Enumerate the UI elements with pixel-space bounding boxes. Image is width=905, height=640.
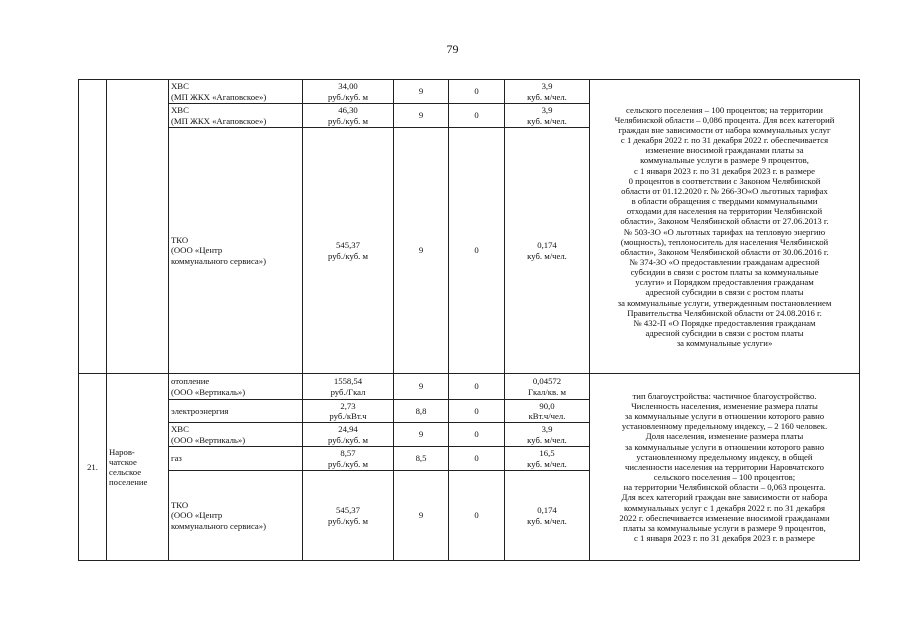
note-cell: тип благоустройства: частичное благоустройство. Численность населения, изменение размера платы за коммунальные услуги в отношении которого равно установленному предельному индексу, – 2 160 человек. Доля населения, изменение размера платы за коммунальные услуги в отношении которого равно установленному предельному индексу, в общей численности населения на территории Наровчатского сельского поселения – 100 процентов; на территории Челябинской области – 0,063 процента. Для всех категорий граждан вне зависимости от набора коммунальных услуг с 1 декабря 2022 г. по 31 декабря 2022 г. обеспечивается изменение вносимой гражданами платы за коммунальные услуги в размере 9 процентов, с 1 января 2023 г. по 31 декабря 2023 г. в размере bbox=[590, 374, 860, 561]
zero-cell: 0 bbox=[449, 400, 505, 423]
tariff-cell: 24,94 руб./куб. м bbox=[303, 423, 394, 447]
note-cell: сельского поселения – 100 процентов; на территории Челябинской области – 0,086 процента. Для всех категорий граждан вне зависимости от набора коммунальных услуг с 1 декабря 2022 г. по 31 декабря 2022 г. обеспечивается изменение вносимой гражданами платы за коммунальные услуги в размере 9 процентов, с 1 января 2023 г. по 31 декабря 2023 г. в размере 0 процентов в соответствии с Законом Челябинской области от 01.12.2020 г. № 266-ЗО«О льготных тарифах в области обращения с твердыми коммунальными отходами для населения на территории Челябинской области», Законом Челябинской области от 27.06.2013 г. № 503-ЗО «О льготных тарифах на тепловую энергию (мощность), теплоноситель для населения Челябинской области», Законом Челябинской области от 30.06.2016 г. № 374-ЗО «О предоставлении гражданам адресной субсидии в связи с ростом платы за коммунальные услуги» и Порядком предоставления гражданам адресной субсидии в связи с ростом платы за коммунальные услуги, утвержденным постановлением Правительства Челябинской области от 24.08.2016 г. № 432-П «О Порядке предоставления гражданам адресной субсидии в связи с ростом платы за коммунальные услуги» bbox=[590, 80, 860, 374]
table-row bbox=[79, 80, 860, 104]
growth-cell: 9 bbox=[394, 374, 449, 400]
row-number-cell bbox=[79, 80, 107, 374]
growth-cell: 9 bbox=[394, 471, 449, 561]
zero-cell: 0 bbox=[449, 447, 505, 471]
service-name-cell: электроэнергия bbox=[169, 400, 303, 423]
norm-cell: 3,9 куб. м/чел. bbox=[505, 423, 590, 447]
service-name-cell: ХВС (МП ЖКХ «Агаповское») bbox=[169, 104, 303, 128]
growth-cell: 8,8 bbox=[394, 400, 449, 423]
tariff-table bbox=[78, 79, 860, 561]
growth-cell: 9 bbox=[394, 423, 449, 447]
settlement-cell bbox=[107, 80, 169, 374]
norm-cell: 0,04572 Гкал/кв. м bbox=[505, 374, 590, 400]
tariff-cell: 545,37 руб./куб. м bbox=[303, 128, 394, 374]
service-name-cell: ХВС (ООО «Вертикаль») bbox=[169, 423, 303, 447]
service-name-cell: ТКО (ООО «Центр коммунального сервиса») bbox=[169, 471, 303, 561]
tariff-cell: 545,37 руб./куб. м bbox=[303, 471, 394, 561]
tariff-cell: 1558,54 руб./Гкал bbox=[303, 374, 394, 400]
service-name-cell: отопление (ООО «Вертикаль») bbox=[169, 374, 303, 400]
page-number: 79 bbox=[446, 42, 459, 56]
growth-cell: 9 bbox=[394, 104, 449, 128]
norm-cell: 3,9 куб. м/чел. bbox=[505, 80, 590, 104]
zero-cell: 0 bbox=[449, 423, 505, 447]
growth-cell: 9 bbox=[394, 128, 449, 374]
norm-cell: 16,5 куб. м/чел. bbox=[505, 447, 590, 471]
settlement-cell: Наров- чатское сельское поселение bbox=[107, 374, 169, 561]
zero-cell: 0 bbox=[449, 471, 505, 561]
zero-cell: 0 bbox=[449, 374, 505, 400]
service-name-cell: ХВС (МП ЖКХ «Агаповское») bbox=[169, 80, 303, 104]
service-name-cell: ТКО (ООО «Центр коммунального сервиса») bbox=[169, 128, 303, 374]
norm-cell: 0,174 куб. м/чел. bbox=[505, 471, 590, 561]
tariff-cell: 2,73 руб./кВт.ч bbox=[303, 400, 394, 423]
row-number-cell: 21. bbox=[79, 374, 107, 561]
zero-cell: 0 bbox=[449, 104, 505, 128]
norm-cell: 0,174 куб. м/чел. bbox=[505, 128, 590, 374]
growth-cell: 9 bbox=[394, 80, 449, 104]
zero-cell: 0 bbox=[449, 80, 505, 104]
tariff-cell: 46,30 руб./куб. м bbox=[303, 104, 394, 128]
tariff-cell: 34,00 руб./куб. м bbox=[303, 80, 394, 104]
service-name-cell: газ bbox=[169, 447, 303, 471]
norm-cell: 90,0 кВт.ч/чел. bbox=[505, 400, 590, 423]
table-row bbox=[79, 374, 860, 400]
growth-cell: 8,5 bbox=[394, 447, 449, 471]
zero-cell: 0 bbox=[449, 128, 505, 374]
norm-cell: 3,9 куб. м/чел. bbox=[505, 104, 590, 128]
tariff-cell: 8,57 руб./куб. м bbox=[303, 447, 394, 471]
